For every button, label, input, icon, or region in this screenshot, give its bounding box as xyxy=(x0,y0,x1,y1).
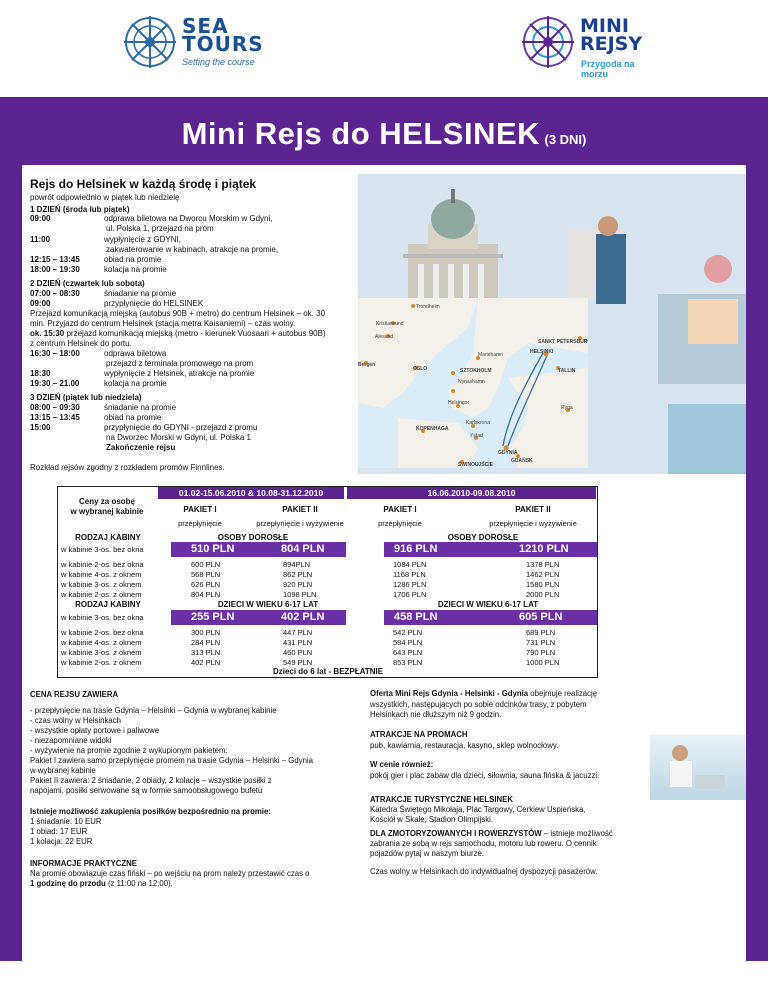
itinerary-heading: Rejs do Helsinek w każdą środę i piątek xyxy=(30,177,257,191)
map-label: GDAŃSK xyxy=(511,458,533,464)
period-2-header: 16.06.2010-09.08.2010 xyxy=(347,487,596,499)
map-label: Ryga xyxy=(561,405,573,411)
passenger-photo xyxy=(650,735,746,800)
map-label: TALLIN xyxy=(558,368,576,374)
free-kids-note: Dzieci do 6 lat - BEZPŁATNIE xyxy=(272,667,384,676)
map-label: OSLO xyxy=(413,366,428,372)
compass-wheel-icon xyxy=(520,14,576,70)
passenger-illustration xyxy=(650,735,746,800)
day3-title: 3 DZIEŃ (piątek lub niedziela) xyxy=(30,393,142,402)
map-label: SZTOKHOLM xyxy=(460,368,492,374)
map-label: Nynashamn xyxy=(458,379,485,385)
map-label: HELSINKI xyxy=(530,349,554,355)
day1-title: 1 DZIEŃ (środa lub piątek) xyxy=(30,205,130,214)
baltic-map xyxy=(358,298,588,468)
map-label: Kristiansund xyxy=(376,321,404,327)
day2-title: 2 DZIEŃ (czwartek lub sobota) xyxy=(30,279,145,288)
map-label: Bergen xyxy=(358,362,376,368)
mini-rejsy-logo: MINI REJSY Przygoda na morzu xyxy=(520,14,660,72)
kid-price-highlight-p1: 255 PLN 402 PLN xyxy=(171,610,346,625)
map-label: KOPENHAGA xyxy=(416,426,449,432)
period-1-header: 01.02-15.06.2010 & 10.08-31.12.2010 xyxy=(158,487,344,499)
kid-price-highlight-p2: 458 PLN 605 PLN xyxy=(384,610,597,625)
table-corner: Ceny za osobę w wybranej kabinie xyxy=(70,497,144,516)
map-label: ŚWINOUJŚCIE xyxy=(458,462,494,468)
map-label: Trondheim xyxy=(416,304,440,310)
route-map xyxy=(358,298,588,468)
price-highlight-p2: 916 PLN 1210 PLN xyxy=(384,542,597,557)
map-label: Helsingor xyxy=(448,400,470,406)
map-label: Alesund xyxy=(375,334,394,340)
cabin-label: w kabinie 3-os. bez okna xyxy=(61,545,144,554)
price-table: Ceny za osobę w wybranej kabinie 01.02-15.06.2010 & 10.08-31.12.2010 16.06.2010-09.08.2010 PAKIET I PAKIET II PAKIET I PAKIET II przepłynięcie przepłynięcie i wyżywienie przepłynięcie przepłynięcie i wyżywienie RODZAJ KABINY OSOBY DOROSŁE OSOBY DOROSŁE w kabinie 3-os. bez okna 510 PLN 804 PLN 916 PLN 1210 PLN w kabinie 2-os. bez okna 600 PLN 894PLN 1084 PLN 1378 PLN w kabinie 4-os. z oknem 568 PLN 862 PLN 1168 PLN 1462 PLN w kabinie 3-os. z oknem 626 PLN 920 PLN 1286 PLN 1580 PLN w kabinie 2-os. z oknem 804 PLN 1098 PLN 1706 PLN 2000 PLN RODZAJ KABINY DZIECI W WIEKU 6-17 LAT DZIECI W WIEKU 6-17 LAT w kabinie 3-os. bez okna 255 PLN 402 PLN 458 PLN 605 PLN w kabinie 2-os. bez okna 300 PLN 447 PLN 542 PLN 689 PLN w kabinie 4-os. z oknem 284 PLN 431 PLN 584 PLN 731 PLN w kabinie 3-os. z oknem 313 PLN 460 PLN 643 PLN 790 PLN w kabinie 2-os. z oknem 402 PLN 549 PLN 853 PLN 1000 PLN Dzieci do 6 lat - BEZPŁATNIE xyxy=(57,486,598,678)
map-label: Ystad xyxy=(470,433,483,439)
map-label: Mariehamn xyxy=(478,352,504,358)
itinerary-subheading: powrót odpowiednio w piątek lub niedzielę xyxy=(30,193,180,202)
map-label: Karlskrona xyxy=(466,420,490,426)
price-highlight-p1: 510 PLN 804 PLN xyxy=(171,542,346,557)
schedule-note: Rozkład rejsów zgodny z rozkładem promów Finnlines. xyxy=(30,463,225,472)
sea-tours-logo: SEA TOURS Setting the course xyxy=(122,14,272,72)
page-title: Mini Rejs do HELSINEK (3 DNI) xyxy=(181,116,587,151)
bottom-strip xyxy=(0,961,768,994)
map-label: GDYNIA xyxy=(498,450,518,456)
map-label: SANKT PETERSBURG xyxy=(538,339,588,345)
compass-wheel-icon xyxy=(122,14,178,70)
